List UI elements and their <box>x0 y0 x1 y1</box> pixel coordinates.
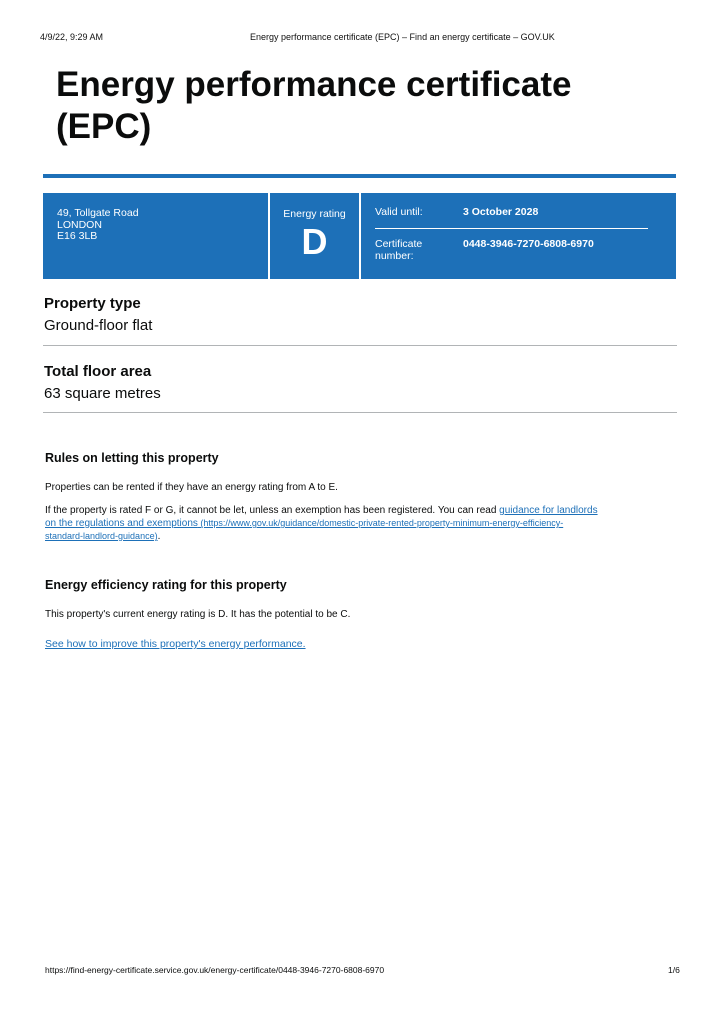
page-title-line2: (EPC) <box>56 107 152 146</box>
section-divider-1 <box>43 345 677 346</box>
print-page-title: Energy performance certificate (EPC) – Find an energy certificate – GOV.UK <box>250 32 555 42</box>
landlord-guidance-url[interactable]: (https://www.gov.uk/guidance/domestic-private-rented-property-minimum-energy-efficiency- <box>197 518 564 528</box>
address-line-2: LONDON <box>57 218 102 231</box>
page-title <box>56 64 656 148</box>
energy-rating-cell <box>270 193 361 279</box>
certificate-details <box>361 193 676 279</box>
landlord-guidance-link-cont[interactable]: on the regulations and exemptions <box>45 518 198 529</box>
certificate-number-label <box>375 238 463 262</box>
landlord-guidance-url-cont[interactable]: standard-landlord-guidance) <box>45 531 158 541</box>
energy-rating-label: Energy rating <box>283 208 346 220</box>
improve-performance-link[interactable]: See how to improve this property's energy performance. <box>45 638 306 650</box>
valid-until-label: Valid until: <box>375 206 423 218</box>
landlord-guidance-link[interactable]: guidance for landlords <box>499 505 598 516</box>
valid-until-value: 3 October 2028 <box>463 206 539 218</box>
page-title-line1: Energy performance certificate <box>56 65 572 104</box>
certificate-label-line2: number: <box>375 250 414 262</box>
property-address <box>43 193 270 279</box>
property-type-heading: Property type <box>44 295 141 312</box>
efficiency-rating-para: This property's current energy rating is D. It has the potential to be C. <box>45 609 351 620</box>
letting-para2-text: If the property is rated F or G, it cannot be let, unless an exemption has been registered. You can read <box>45 505 500 516</box>
footer-url: https://find-energy-certificate.service.gov.uk/energy-certificate/0448-3946-7270-6808-6970 <box>45 965 385 975</box>
print-datetime: 4/9/22, 9:29 AM <box>40 32 104 42</box>
letting-rules-para1: Properties can be rented if they have an energy rating from A to E. <box>45 482 338 493</box>
floor-area-value: 63 square metres <box>44 385 161 402</box>
address-line-1: 49, Tollgate Road <box>57 207 139 219</box>
address-postcode: E16 3LB <box>57 230 98 242</box>
property-type-value: Ground-floor flat <box>44 317 153 334</box>
energy-rating-letter: D <box>301 221 328 262</box>
efficiency-rating-heading: Energy efficiency rating for this property <box>45 578 287 592</box>
certificate-number-value: 0448-3946-7270-6808-6970 <box>463 238 594 250</box>
footer-page-number: 1/6 <box>668 965 680 975</box>
letting-para2-end: . <box>157 531 161 542</box>
epc-summary-box <box>43 193 676 279</box>
certificate-divider <box>375 228 648 229</box>
title-divider <box>43 174 676 178</box>
letting-rules-para2 <box>45 504 679 543</box>
section-divider-2 <box>43 412 677 413</box>
floor-area-heading: Total floor area <box>44 363 152 380</box>
certificate-label-line1: Certificate <box>375 238 423 250</box>
letting-rules-heading: Rules on letting this property <box>45 451 219 465</box>
